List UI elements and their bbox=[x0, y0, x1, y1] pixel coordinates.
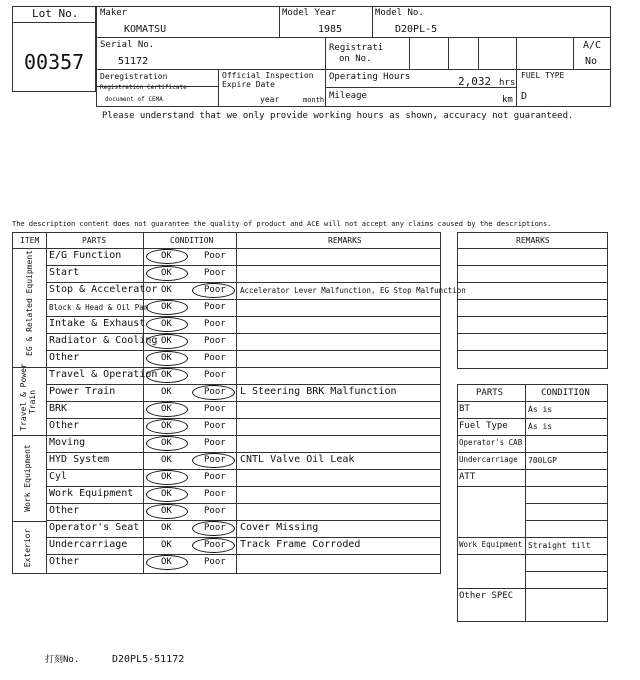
ac-value: No bbox=[585, 56, 598, 67]
row-remark: L Steering BRK Malfunction bbox=[240, 386, 397, 397]
row-part-label: Stop & Accelerator bbox=[49, 284, 158, 295]
poor-option: Poor bbox=[204, 387, 226, 397]
right-remarks-header: REMARKS bbox=[516, 236, 550, 245]
disclaimer-text: Please understand that we only provide working hours as shown, accuracy not guaranteed. bbox=[102, 111, 574, 121]
right-part-label: Undercarriage bbox=[459, 455, 518, 464]
row-remark: Cover Missing bbox=[240, 522, 319, 533]
right-condition-value: 700LGP bbox=[528, 456, 557, 465]
stamp-value: D20PL5-51172 bbox=[112, 654, 185, 665]
ok-selected-circle bbox=[146, 555, 188, 570]
registration-label-1: Registrati bbox=[329, 43, 384, 53]
registration-label-2: on No. bbox=[339, 54, 372, 64]
poor-selected-circle bbox=[192, 521, 235, 536]
ok-option: OK bbox=[161, 353, 172, 363]
poor-option: Poor bbox=[204, 489, 226, 499]
row-remark: Accelerator Lever Malfunction, EG Stop Malfunction bbox=[240, 286, 466, 295]
header-parts: PARTS bbox=[82, 236, 107, 245]
poor-option: Poor bbox=[204, 557, 226, 567]
row-part-label: Operator's Seat bbox=[49, 522, 140, 533]
row-part-label: Intake & Exhaust bbox=[49, 318, 146, 329]
right-part-label: Work Equipment bbox=[459, 540, 523, 549]
mileage-label: Mileage bbox=[329, 91, 367, 101]
row-part-label: Travel & Operation bbox=[49, 369, 158, 380]
row-part-label: Other bbox=[49, 556, 80, 567]
row-part-label: Power Train bbox=[49, 386, 116, 397]
ok-option: OK bbox=[161, 336, 172, 346]
row-part-label: Other bbox=[49, 352, 80, 363]
hrs-unit: hrs bbox=[499, 78, 516, 88]
ok-selected-circle bbox=[146, 249, 188, 264]
right-remarks-frame bbox=[457, 232, 608, 369]
ok-option: OK bbox=[161, 506, 172, 516]
poor-option: Poor bbox=[204, 336, 226, 346]
row-part-label: E/G Function bbox=[49, 250, 122, 261]
document-of-cema-label: document of CEMA bbox=[105, 96, 163, 103]
maker-label: Maker bbox=[100, 8, 128, 18]
ok-option: OK bbox=[161, 370, 172, 380]
right-parts-header: PARTS bbox=[476, 388, 504, 398]
right-part-label: Other SPEC bbox=[459, 591, 514, 601]
header-item: ITEM bbox=[20, 236, 40, 245]
month-label: month bbox=[303, 96, 325, 104]
model-no-value: D20PL-5 bbox=[395, 24, 438, 35]
operating-hours-value: 2,032 bbox=[458, 75, 492, 88]
row-part-label: Block & Head & Oil Pan bbox=[49, 303, 149, 312]
ok-option: OK bbox=[161, 421, 172, 431]
ok-selected-circle bbox=[146, 504, 188, 519]
poor-option: Poor bbox=[204, 472, 226, 482]
ok-selected-circle bbox=[146, 334, 188, 349]
poor-option: Poor bbox=[204, 251, 226, 261]
ok-option: OK bbox=[161, 438, 172, 448]
right-part-label: BT bbox=[459, 404, 470, 414]
official-inspection-label-1: Official Inspection bbox=[222, 71, 314, 80]
row-part-label: Start bbox=[49, 267, 80, 278]
ok-selected-circle bbox=[146, 266, 188, 281]
ok-option: OK bbox=[161, 251, 172, 261]
poor-option: Poor bbox=[204, 285, 226, 295]
ok-selected-circle bbox=[146, 419, 188, 434]
header-condition: CONDITION bbox=[170, 236, 214, 245]
ok-selected-circle bbox=[146, 470, 188, 485]
ok-selected-circle bbox=[146, 487, 188, 502]
row-part-label: Moving bbox=[49, 437, 86, 448]
poor-option: Poor bbox=[204, 506, 226, 516]
serial-no-label: Serial No. bbox=[100, 40, 155, 50]
ok-selected-circle bbox=[146, 436, 188, 451]
maker-value: KOMATSU bbox=[124, 24, 167, 35]
ok-selected-circle bbox=[146, 368, 188, 383]
right-part-label: Fuel Type bbox=[459, 421, 508, 431]
model-no-label: Model No. bbox=[375, 8, 424, 18]
ok-option: OK bbox=[161, 404, 172, 414]
header-remarks: REMARKS bbox=[328, 236, 362, 245]
ok-option: OK bbox=[161, 285, 172, 295]
poor-option: Poor bbox=[204, 455, 226, 465]
row-part-label: Work Equipment bbox=[49, 488, 134, 499]
right-condition-value: Straight tilt bbox=[528, 541, 591, 550]
poor-option: Poor bbox=[204, 302, 226, 312]
ok-selected-circle bbox=[146, 351, 188, 366]
row-part-label: Radiator & Cooling bbox=[49, 335, 158, 346]
group-label-work-equipment: Work Equipment bbox=[23, 444, 32, 512]
group-label-exterior: Exterior bbox=[23, 528, 32, 568]
poor-selected-circle bbox=[192, 538, 235, 553]
row-part-label: Undercarriage bbox=[49, 539, 128, 550]
ok-option: OK bbox=[161, 472, 172, 482]
ok-option: OK bbox=[161, 302, 172, 312]
year-label: year bbox=[260, 95, 280, 104]
group-label-eg-related: EG & Related Equipment bbox=[25, 250, 34, 356]
poor-option: Poor bbox=[204, 319, 226, 329]
ok-option: OK bbox=[161, 557, 172, 567]
ok-option: OK bbox=[161, 540, 172, 550]
model-year-value: 1985 bbox=[318, 24, 343, 35]
row-remark: CNTL Valve Oil Leak bbox=[240, 454, 355, 465]
row-remark: Track Frame Corroded bbox=[240, 539, 361, 550]
lot-no-value: 00357 bbox=[24, 50, 85, 74]
right-condition-value: As is bbox=[528, 405, 553, 414]
poor-selected-circle bbox=[192, 385, 235, 400]
poor-option: Poor bbox=[204, 268, 226, 278]
group-label-train: Train bbox=[28, 389, 37, 415]
ok-option: OK bbox=[161, 455, 172, 465]
ok-selected-circle bbox=[146, 402, 188, 417]
right-condition-value: As is bbox=[528, 422, 553, 431]
fuel-type-value: D bbox=[521, 91, 528, 102]
fuel-type-label: FUEL TYPE bbox=[521, 71, 565, 80]
poor-option: Poor bbox=[204, 370, 226, 380]
row-part-label: BRK bbox=[49, 403, 68, 414]
right-part-label: ATT bbox=[459, 472, 476, 482]
deregistration-label: Deregistration bbox=[100, 72, 168, 81]
official-inspection-label-2: Expire Date bbox=[222, 80, 275, 89]
poor-option: Poor bbox=[204, 353, 226, 363]
poor-selected-circle bbox=[192, 283, 235, 298]
ok-option: OK bbox=[161, 268, 172, 278]
right-part-label: Operator's CAB bbox=[459, 438, 523, 447]
km-unit: km bbox=[502, 95, 513, 105]
stamp-label: 打刻No. bbox=[45, 655, 80, 665]
row-part-label: Other bbox=[49, 420, 80, 431]
operating-hours-label: Operating Hours bbox=[329, 72, 411, 82]
ok-selected-circle bbox=[146, 300, 188, 315]
group-label-travel-power: Travel & Power bbox=[19, 363, 28, 431]
ok-selected-circle bbox=[146, 317, 188, 332]
poor-option: Poor bbox=[204, 540, 226, 550]
registration-certificate-label: Registration Certificate bbox=[100, 84, 187, 91]
poor-option: Poor bbox=[204, 421, 226, 431]
ok-option: OK bbox=[161, 387, 172, 397]
description-note: The description content does not guarantee the quality of product and ACE will not accept any claims caused by the descriptions. bbox=[12, 220, 552, 228]
model-year-label: Model Year bbox=[282, 8, 337, 18]
serial-no-value: 51172 bbox=[118, 56, 149, 67]
lot-no-label: Lot No. bbox=[32, 7, 79, 20]
poor-option: Poor bbox=[204, 523, 226, 533]
poor-option: Poor bbox=[204, 438, 226, 448]
row-part-label: Cyl bbox=[49, 471, 68, 482]
ok-option: OK bbox=[161, 523, 172, 533]
poor-option: Poor bbox=[204, 404, 226, 414]
row-part-label: Other bbox=[49, 505, 80, 516]
row-part-label: HYD System bbox=[49, 454, 110, 465]
ok-option: OK bbox=[161, 319, 172, 329]
ok-option: OK bbox=[161, 489, 172, 499]
ac-label: A/C bbox=[583, 40, 602, 51]
right-condition-header: CONDITION bbox=[541, 388, 590, 398]
poor-selected-circle bbox=[192, 453, 235, 468]
